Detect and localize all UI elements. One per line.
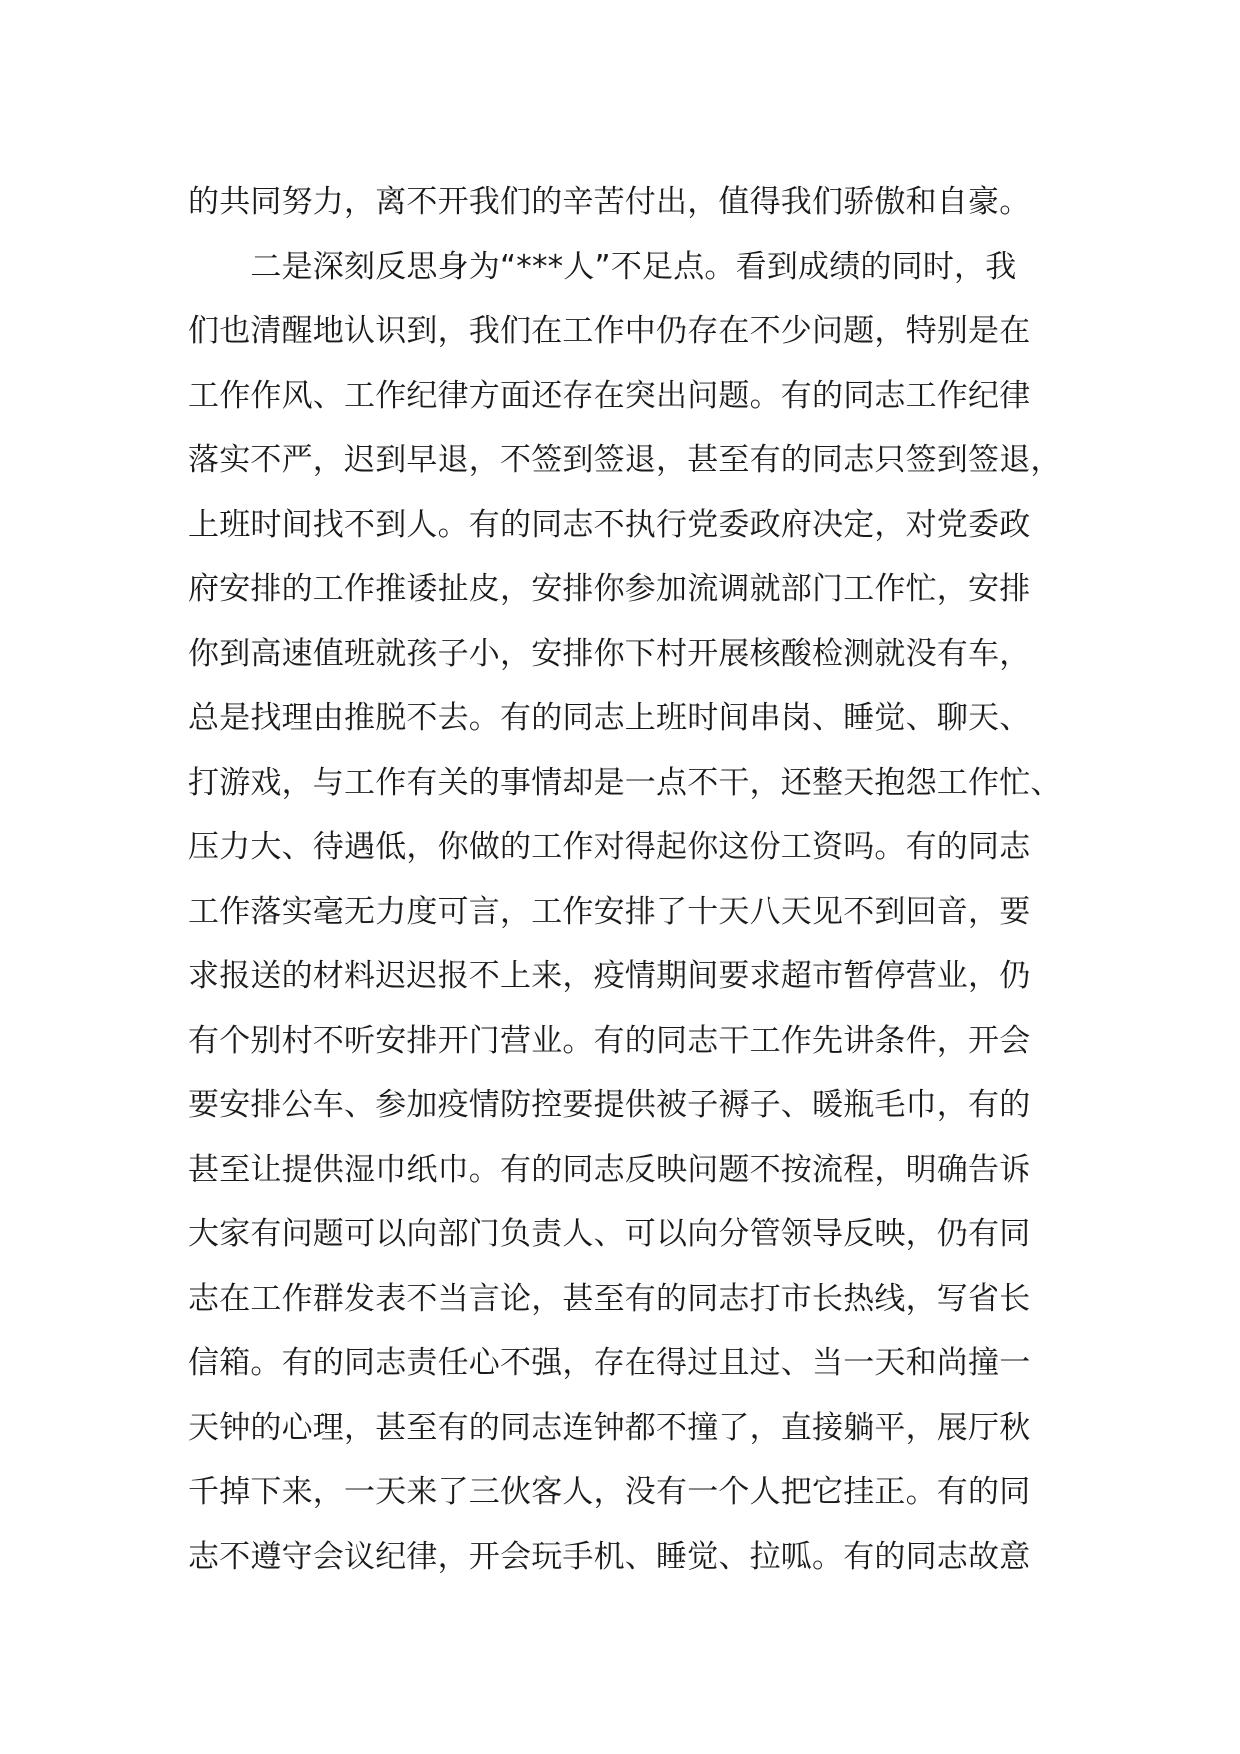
text-line: 志不遵守会议纪律，开会玩手机、睡觉、拉呱。有的同志故意	[188, 1538, 1031, 1575]
text-line: 的共同努力，离不开我们的辛苦付出，值得我们骄傲和自豪。	[188, 184, 1031, 220]
text-line: 总是找理由推脱不去。有的同志上班时间串岗、睡觉、聊天、	[188, 700, 1031, 736]
text-line: 二是深刻反思身为“***人”不足点。看到成绩的同时，我	[188, 248, 1017, 285]
text-line: 上班时间找不到人。有的同志不执行党委政府决定，对党委政	[188, 506, 1031, 543]
text-line: 府安排的工作推诿扯皮，安排你参加流调就部门工作忙，安排	[188, 571, 1031, 607]
text-line: 有个别村不听安排开门营业。有的同志干工作先讲条件，开会	[188, 1022, 1031, 1059]
text-line: 求报送的材料迟迟报不上来，疫情期间要求超市暂停营业，仍	[188, 958, 1031, 994]
text-line: 压力大、待遇低，你做的工作对得起你这份工资吗。有的同志	[188, 829, 1031, 865]
text-line: 落实不严，迟到早退，不签到签退，甚至有的同志只签到签退，	[188, 442, 1062, 478]
text-line: 信箱。有的同志责任心不强，存在得过且过、当一天和尚撞一	[188, 1345, 1031, 1381]
text-line: 工作作风、工作纪律方面还存在突出问题。有的同志工作纪律	[188, 377, 1031, 414]
text-line: 天钟的心理，甚至有的同志连钟都不撞了，直接躺平，展厅秋	[188, 1409, 1031, 1446]
text-line: 你到高速值班就孩子小，安排你下村开展核酸检测就没有车，	[188, 635, 1031, 672]
text-line: 们也清醒地认识到，我们在工作中仍存在不少问题，特别是在	[188, 313, 1031, 349]
text-line: 千掉下来，一天来了三伙客人，没有一个人把它挂正。有的同	[188, 1474, 1031, 1510]
text-line: 大家有问题可以向部门负责人、可以向分管领导反映，仍有同	[188, 1216, 1031, 1252]
text-line: 甚至让提供湿巾纸巾。有的同志反映问题不按流程，明确告诉	[188, 1151, 1031, 1188]
text-line: 要安排公车、参加疫情防控要提供被子褥子、暖瓶毛巾，有的	[188, 1087, 1031, 1123]
text-line: 工作落实毫无力度可言，工作安排了十天八天见不到回音，要	[188, 893, 1031, 930]
text-line: 打游戏，与工作有关的事情却是一点不干，还整天抱怨工作忙、	[188, 764, 1062, 801]
body-text	[188, 170, 1088, 1589]
text-line: 志在工作群发表不当言论，甚至有的同志打市长热线，写省长	[188, 1280, 1031, 1317]
